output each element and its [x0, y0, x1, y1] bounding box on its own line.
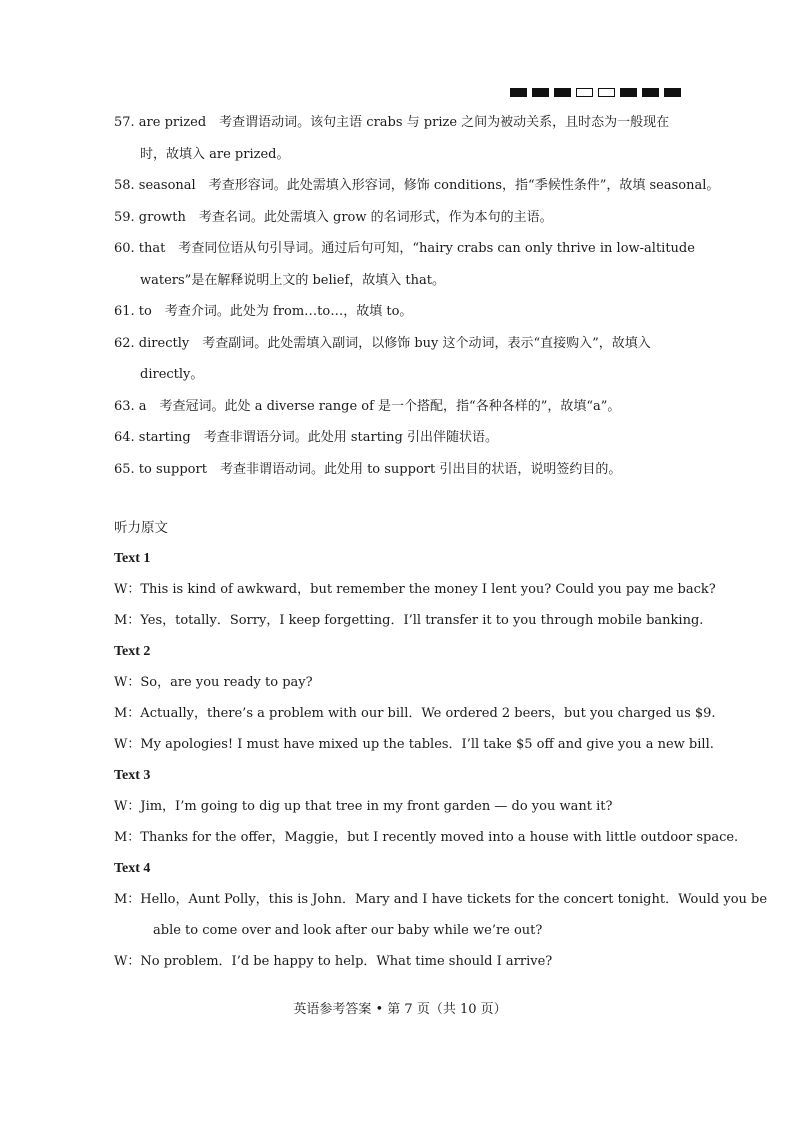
- answer-line: 时，故填入 are prized。: [140, 146, 290, 162]
- text-title: Text 2: [114, 644, 151, 659]
- answer-line: 63. a 考查冠词。此处 a diverse range of 是一个搭配，指“各种各样的”，故填“a”。: [114, 398, 621, 414]
- dialogue-line: W：Jim，I’m going to dig up that tree in my front garden — do you want it?: [114, 799, 613, 814]
- dialogue-line: W：My apologies! I must have mixed up the tables．I’ll take $5 off and give you a new bill.: [114, 737, 714, 752]
- dialogue-line: M：Actually，there’s a problem with our bill．We ordered 2 beers，but you charged us $9.: [114, 706, 716, 721]
- page-footer: 英语参考答案 • 第 7 页（共 10 页）: [293, 1002, 507, 1017]
- dialogue-line: able to come over and look after our baby while we’re out?: [140, 923, 543, 938]
- answer-line: 62. directly 考查副词。此处需填入副词，以修饰 buy 这个动词，表示“直接购入”，故填入: [114, 335, 651, 351]
- section-heading: 听力原文: [114, 520, 168, 536]
- header-marks: [510, 88, 681, 97]
- dialogue-line: M：Yes，totally．Sorry，I keep forgetting．I’ll transfer it to you through mobile banking.: [114, 613, 704, 628]
- page-content: [114, 112, 768, 982]
- answer-line: directly。: [140, 367, 204, 382]
- header-mark: [510, 88, 527, 97]
- dialogue-line: W：No problem．I’d be happy to help．What time should I arrive?: [114, 954, 553, 969]
- header-mark: [576, 88, 593, 97]
- answer-line: 60. that 考查同位语从句引导词。通过后句可知，“hairy crabs can only thrive in low-altitude: [114, 241, 695, 256]
- answer-line: 57. are prized 考查谓语动词。该句主语 crabs 与 prize 之间为被动关系，且时态为一般现在: [114, 115, 670, 130]
- header-mark: [532, 88, 549, 97]
- answer-line: 59. growth 考查名词。此处需填入 grow 的名词形式，作为本句的主语。: [114, 209, 553, 225]
- header-mark: [554, 88, 571, 97]
- answer-line: 58. seasonal 考查形容词。此处需填入形容词，修饰 conditions，指“季候性条件”，故填 seasonal。: [114, 178, 720, 193]
- answer-line: waters”是在解释说明上文的 belief，故填入 that。: [140, 272, 445, 288]
- answer-line: 65. to support 考查非谓语动词。此处用 to support 引出目的状语，说明签约目的。: [114, 461, 622, 477]
- header-mark: [598, 88, 615, 97]
- answer-line: 64. starting 考查非谓语分词。此处用 starting 引出伴随状语。: [114, 430, 498, 445]
- dialogue-line: M：Thanks for the offer，Maggie，but I recently moved into a house with little outdoor space.: [114, 830, 739, 845]
- dialogue-line: M：Hello，Aunt Polly，this is John．Mary and I have tickets for the concert tonight．Would you be: [114, 892, 768, 907]
- text-title: Text 1: [114, 551, 151, 566]
- header-mark: [620, 88, 637, 97]
- section-spacer: [114, 490, 694, 517]
- dialogue-line: W：This is kind of awkward，but remember the money I lent you? Could you pay me back?: [114, 582, 716, 597]
- text-title: Text 4: [114, 861, 151, 876]
- header-mark: [642, 88, 659, 97]
- answer-line: 61. to 考查介词。此处为 from…to…，故填 to。: [114, 304, 413, 319]
- dialogue-line: W：So，are you ready to pay?: [114, 675, 313, 690]
- text-title: Text 3: [114, 768, 151, 783]
- header-mark: [664, 88, 681, 97]
